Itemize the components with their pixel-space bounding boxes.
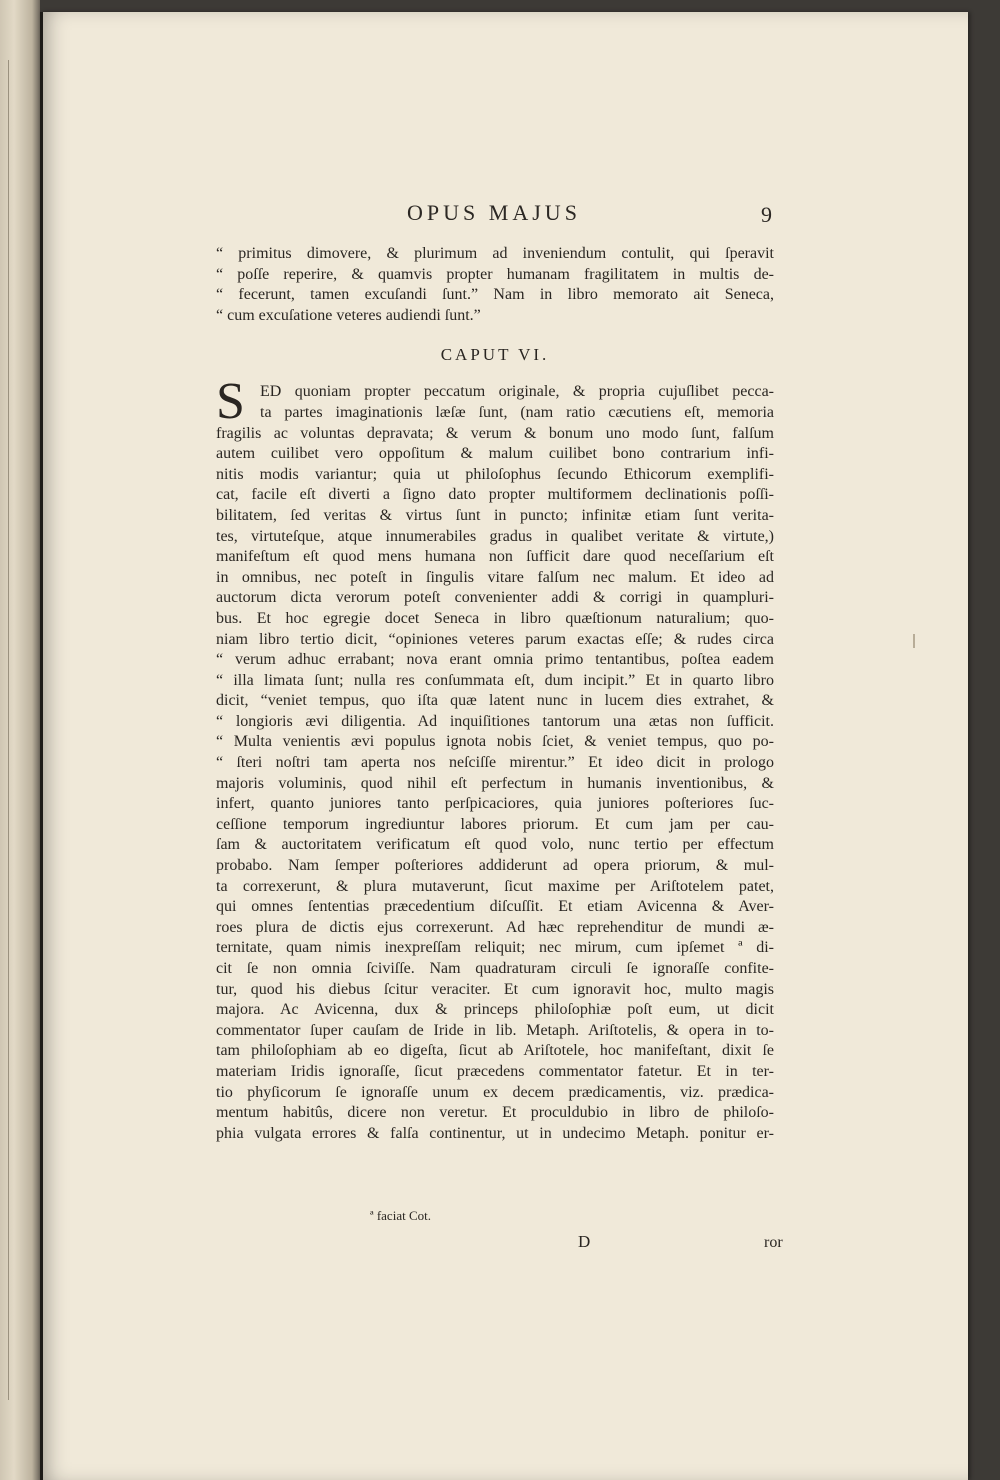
text-line: nitis modis variantur; quia ut philoſophus ſecundo Ethicorum exemplifi- (216, 465, 774, 483)
text-line: in omnibus, nec poteſt in ſingulis vitare falſum nec malum. Et ideo ad (216, 568, 774, 586)
text-line: infert, quanto juniores tanto perſpicaciores, quia juniores poſteriores ſuc- (216, 795, 774, 813)
text-line: dicit, “veniet tempus, quo iſta quæ latent nunc in lucem dies extrahet, & (216, 692, 774, 710)
text-line: ceſſione temporum ingrediuntur labores priorum. Et cum jam per cau- (216, 815, 774, 833)
text-line: qui omnes ſententias præcedentium diſcuſſit. Et etiam Avicenna & Aver- (216, 898, 774, 916)
text-line: ED quoniam propter peccatum originale, & propria cujuſlibet pecca- (260, 383, 774, 401)
text-line: cat, facile eſt diverti a ſigno dato propter multiformem declinationis poſſi- (216, 486, 774, 504)
text-line: ta correxerunt, & plura mutaverunt, ſicut maxime per Ariſtotelem patet, (216, 877, 774, 895)
text-line: tes, virtuteſque, atque innumerabiles gradus in qualibet veritate & virtute,) (216, 527, 774, 545)
text-line: “ illa limata ſunt; nulla res conſummata eſt, dum incipit.” Et in quarto libro (216, 671, 774, 689)
drop-cap: S (216, 373, 245, 431)
text-line: ſam & auctoritatem verificatum eſt quod volo, nunc tertio per effectum (216, 836, 774, 854)
text-line: bus. Et hoc egregie docet Seneca in libro quæſtionum naturalium; quo- (216, 609, 774, 627)
catchword: ror (764, 1234, 783, 1251)
text-line: materiam Iridis ignoraſſe, ſicut præcedens commentator fatetur. Et in ter- (216, 1062, 774, 1080)
text-line: tam philoſophiam ab eo digeſta, ſicut ab Ariſtotele, hoc manifeſtant, dixit ſe (216, 1042, 774, 1060)
text-line: “ verum adhuc errabant; nova erant omnia primo tentantibus, poſtea eadem (216, 651, 774, 669)
book-page (40, 12, 968, 1480)
footnote: ª faciat Cot. (370, 1208, 431, 1223)
chapter-paragraph (216, 373, 774, 1144)
text-line: fragilis ac voluntas depravata; & verum & bonum uno modo ſunt, falſum (216, 424, 774, 442)
text-line: manifeſtum eſt quod mens humana non ſufficit dare quod neceſſarium eſt (216, 548, 774, 566)
text-line: “ ſteri noſtri tam aperta nos neſciſſe mirentur.” Et ideo dicit in prologo (216, 754, 774, 772)
text-line: autem cuilibet vero oppoſitum & malum cuilibet bono contrarium infi- (216, 445, 774, 463)
opening-quote-paragraph (216, 244, 774, 326)
text-line: cit ſe non omnia ſciviſſe. Nam quadraturam circuli ſe ignoraſſe confite- (216, 960, 774, 977)
text-line: “ cum excuſatione veteres audiendi ſunt.” (216, 306, 481, 324)
text-line: “ longioris ævi diligentia. Ad inquiſitiones tantorum una ætas non ſufficit. (216, 712, 774, 730)
text-line: “ fecerunt, tamen excuſandi ſunt.” Nam in libro memorato ait Seneca, (216, 286, 774, 304)
page-header (216, 200, 772, 234)
text-line: “ primitus dimovere, & plurimum ad inveniendum contulit, qui ſperavit (216, 245, 774, 262)
text-line: “ Multa venientis ævi populus ignota nobis ſciet, & veniet tempus, quo po- (216, 733, 774, 751)
text-line: niam libro tertio dicit, “opiniones veteres parum exactas eſſe; & rudes circa (216, 630, 774, 648)
text-line: commentator ſuper cauſam de Iride in lib. Metaph. Ariſtotelis, & opera in to- (216, 1021, 774, 1039)
text-line: majora. Ac Avicenna, dux & princeps philoſophiæ poſt eum, ut dicit (216, 1001, 774, 1019)
chapter-heading: CAPUT VI. (440, 345, 550, 365)
text-line: roes plura de dictis ejus correxerunt. Ad hæc reprehenditur de mundi æ- (216, 918, 774, 936)
page-number: 9 (761, 202, 772, 227)
gutter-shadow (40, 12, 43, 1480)
text-line: ternitate, quam nimis inexpreſſam reliquit; nec mirum, cum ipſemet ª di- (216, 939, 774, 957)
text-line: mentum habitûs, dicere non veretur. Et proculdubio in libro de philoſo- (216, 1104, 774, 1122)
text-line: tur, quod his diebus ſcitur veraciter. Et cum ignoravit hoc, multo magis (216, 980, 774, 998)
margin-mark (913, 634, 915, 648)
running-title: OPUS MAJUS (407, 200, 581, 225)
text-block (216, 244, 774, 1144)
text-line: auctorum dicta verorum poteſt convenienter addi & corrigi in quampluri- (216, 589, 774, 607)
signature-mark: D (578, 1232, 591, 1251)
text-line: majoris voluminis, quod nihil eſt perfectum in humanis inventionibus, & (216, 774, 774, 792)
text-line: tio phyſicorum ſe ignoraſſe unum ex decem prædicamentis, viz. prædica- (216, 1083, 774, 1101)
text-line: probabo. Nam ſemper poſteriores addiderunt ad opera priorum, & mul- (216, 857, 774, 875)
text-line: ta partes imaginationis læſæ ſunt, (nam ratio cæcutiens eſt, memoria (260, 403, 774, 421)
text-line: “ poſſe reperire, & quamvis propter humanam fragilitatem in multis de- (216, 265, 774, 283)
text-line: phia vulgata errores & falſa continentur, ut in undecimo Metaph. ponitur er- (216, 1124, 774, 1142)
page-fold-line (8, 60, 9, 1400)
previous-page-edge (0, 0, 40, 1480)
text-line: bilitatem, ſed veritas & virtus ſunt in puncto; infinitæ etiam ſunt verita- (216, 506, 774, 524)
